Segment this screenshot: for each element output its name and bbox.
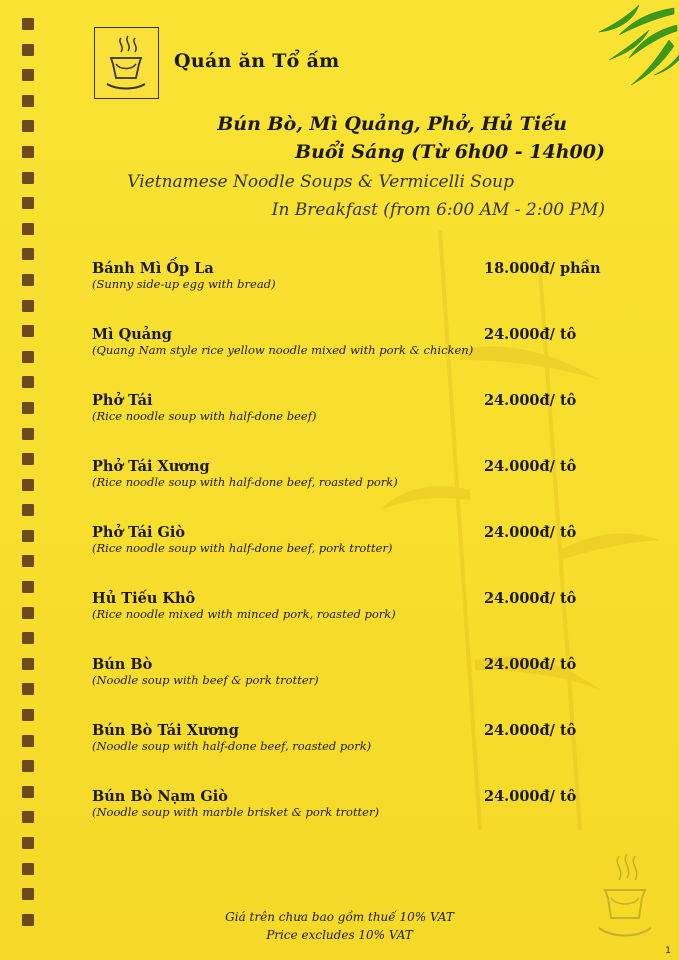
menu-item [92,326,632,357]
binding-hole [22,402,34,414]
binding-hole [22,248,34,260]
binding-hole [22,735,34,747]
binding-hole [22,888,34,900]
binding-hole [22,146,34,158]
binding-hole [22,95,34,107]
heading-en-line2: In Breakfast (from 6:00 AM - 2:00 PM) [271,200,605,220]
binding-hole [22,69,34,81]
binding-hole [22,223,34,235]
binding-hole [22,581,34,593]
binding-hole [22,504,34,516]
item-name: Bánh Mì Ốp La [92,260,214,277]
menu-item [92,260,632,291]
binding-hole [22,453,34,465]
binding-hole [22,325,34,337]
heading-vi-line2: Buổi Sáng (Từ 6h00 - 14h00) [295,141,605,163]
binding-hole [22,837,34,849]
binding-hole [22,197,34,209]
item-price: 18.000đ/ phần [484,260,601,277]
binding-hole [22,530,34,542]
binding-hole [22,44,34,56]
vat-note-vi: Giá trên chưa bao gồm thuế 10% VAT [225,910,454,924]
binding-hole [22,607,34,619]
menu-item [92,524,632,555]
binding-hole [22,428,34,440]
item-price: 24.000đ/ tô [484,590,577,607]
item-description: (Rice noodle soup with half-done beef, pork trotter) [92,541,393,555]
binding-hole [22,632,34,644]
item-description: (Rice noodle soup with half-done beef) [92,409,317,423]
binding-hole [22,555,34,567]
item-description: (Sunny side-up egg with bread) [92,277,276,291]
menu-item [92,656,632,687]
menu-item [92,722,632,753]
item-name: Mì Quảng [92,326,172,343]
spiral-binding [22,18,36,938]
item-name: Bún Bò Nạm Giò [92,788,228,805]
item-price: 24.000đ/ tô [484,788,577,805]
item-description: (Noodle soup with marble brisket & pork trotter) [92,805,379,819]
item-name: Hủ Tiếu Khô [92,590,196,607]
binding-hole [22,376,34,388]
binding-hole [22,760,34,772]
item-name: Phở Tái Giò [92,524,186,541]
menu-item [92,788,632,819]
item-name: Bún Bò Tái Xương [92,722,239,739]
binding-hole [22,300,34,312]
binding-hole [22,274,34,286]
binding-hole [22,658,34,670]
item-price: 24.000đ/ tô [484,326,577,343]
item-name: Phở Tái Xương [92,458,210,475]
page-number: 1 [665,946,671,956]
vat-note-en: Price excludes 10% VAT [266,928,413,942]
item-description: (Quang Nam style rice yellow noodle mixed with pork & chicken) [92,343,474,357]
menu-item [92,458,632,489]
item-name: Bún Bò [92,656,153,673]
item-price: 24.000đ/ tô [484,722,577,739]
binding-hole [22,18,34,30]
binding-hole [22,863,34,875]
menu-item [92,590,632,621]
binding-hole [22,683,34,695]
menu-item [92,392,632,423]
binding-hole [22,351,34,363]
bamboo-leaves-decoration [579,0,679,95]
item-price: 24.000đ/ tô [484,524,577,541]
item-name: Phở Tái [92,392,153,409]
item-description: (Rice noodle mixed with minced pork, roasted pork) [92,607,396,621]
binding-hole [22,709,34,721]
item-price: 24.000đ/ tô [484,458,577,475]
item-description: (Noodle soup with beef & pork trotter) [92,673,319,687]
binding-hole [22,786,34,798]
restaurant-name: Quán ăn Tổ ấm [174,50,340,72]
item-description: (Noodle soup with half-done beef, roasted pork) [92,739,372,753]
heading-en-line1: Vietnamese Noodle Soups & Vermicelli Soup [127,172,514,192]
soup-bowl-icon [103,34,149,92]
heading-vi-line1: Bún Bò, Mì Quảng, Phở, Hủ Tiếu [217,113,567,135]
binding-hole [22,120,34,132]
binding-hole [22,172,34,184]
item-price: 24.000đ/ tô [484,656,577,673]
item-price: 24.000đ/ tô [484,392,577,409]
item-description: (Rice noodle soup with half-done beef, roasted pork) [92,475,398,489]
binding-hole [22,479,34,491]
binding-hole [22,811,34,823]
restaurant-logo [94,27,159,99]
